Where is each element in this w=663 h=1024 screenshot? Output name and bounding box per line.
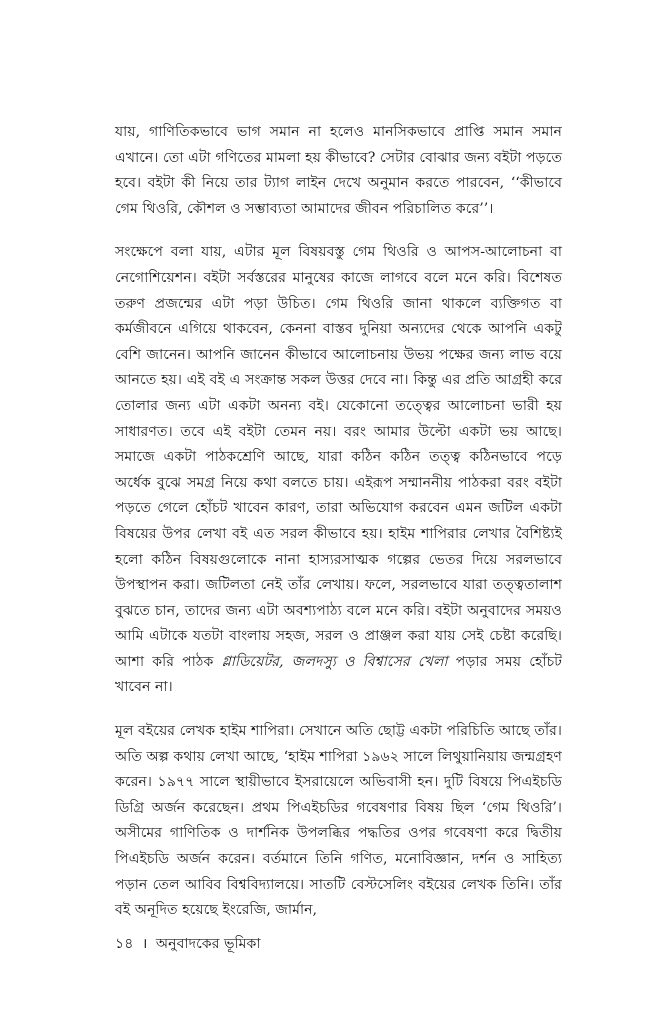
- paragraph-2-text-end: পড়ার সময় হোঁচট খাবেন না।: [115, 653, 562, 696]
- section-title: অনুবাদকের ভূমিকা: [155, 936, 261, 952]
- paragraph-1: [115, 120, 562, 222]
- paragraph-1-text: যায়, গাণিতিকভাবে ভাগ সমান না হলেও মানসিকভাবে প্রাপ্তি সমান সমান এখানে। তো এটা গণিতের মামলা হয় কীভাবে? সেটার বোঝার জন্য বইটা পড়তে হবে। বইটা কী নিয়ে তার ট্যাগ লাইন দেখে অনুমান করতে পারবেন, ‘‘কীভাবে গেম থিওরি, কৌশল ও সম্ভাব্যতা আমাদের জীবন পরিচালিত করে’’।: [115, 124, 562, 217]
- paragraph-2-text: সংক্ষেপে বলা যায়, এটার মূল বিষয়বস্তু গেম থিওরি ও আপস-আলোচনা বা নেগোশিয়েশন। বইটা সর্বস্তরের মানুষের কাজে লাগবে বলে মনে করি। বিশেষত তরুণ প্রজন্মের এটা পড়া উচিত। গেম থিওরি জানা থাকলে ব্যক্তিগত বা কর্মজীবনে এগিয়ে থাকবেন, কেননা বাস্তব দুনিয়া অন্যদের থেকে আপনি একটু বেশি জানেন। আপনি জানেন কীভাবে আলোচনায় উভয় পক্ষের জন্য লাভ বয়ে আনতে হয়। এই বই এ সংক্রান্ত সকল উত্তর দেবে না। কিন্তু এর প্রতি আগ্রহী করে তোলার জন্য এটা একটা অনন্য বই। যেকোনো তত্ত্বের আলোচনা ভারী হয় সাধারণত। তবে এই বইটা তেমন নয়। বরং আমার উল্টো একটা ভয় আছে। সমাজে একটা পাঠকশ্রেণি আছে, যারা কঠিন কঠিন তত্ত্ব কঠিনভাবে পড়ে অর্ধেক বুঝে সমগ্র নিয়ে কথা বলতে চায়। এইরূপ সম্মাননীয় পাঠকরা বরং বইটা পড়তে গেলে হোঁচট খাবেন কারণ, তারা অভিযোগ করবেন এমন জটিল একটা বিষয়ের উপর লেখা বই এত সরল কীভাবে হয়। হাইম শাপিরার লেখার বৈশিষ্ট্যই হলো কঠিন বিষয়গুলোকে নানা হাস্যরসাত্মক গল্পের ভেতর দিয়ে সরলভাবে উপস্থাপন করা। জটিলতা নেই তাঁর লেখায়। ফলে, সরলভাবে যারা তত্ত্বতালাশ বুঝতে চান, তাদের জন্য এটা অবশ্যপাঠ্য বলে মনে করি। বইটা অনুবাদের সময়ও আমি এটাকে যতটা বাংলায় সহজ, সরল ও প্রাঞ্জল করা যায় সেই চেষ্টা করেছি। আশা করি পাঠক: [115, 244, 562, 670]
- page-footer: [115, 932, 261, 956]
- paragraph-2-book-titles: গ্লাডিয়েটর, জলদস্যু ও বিশ্বাসের খেলা: [221, 653, 448, 670]
- footer-separator: ।: [141, 936, 148, 952]
- paragraph-3-text: মূল বইয়ের লেখক হাইম শাপিরা। সেখানে অতি ছোট্ট একটা পরিচিতি আছে তাঁর। অতি অল্প কথায় লেখা আছে, ‘হাইম শাপিরা ১৯৬২ সালে লিথুয়ানিয়ায় জন্মগ্রহণ করেন। ১৯৭৭ সালে স্থায়ীভাবে ইসরায়েলে অভিবাসী হন। দুটি বিষয়ে পিএইচডি ডিগ্রি অর্জন করেছেন। প্রথম পিএইচডির গবেষণার বিষয় ছিল ‘গেম থিওরি’। অসীমের গাণিতিক ও দার্শনিক উপলব্ধির পদ্ধতির ওপর গবেষণা করে দ্বিতীয় পিএইচডি অর্জন করেন। বর্তমানে তিনি গণিত, মনোবিজ্ঞান, দর্শন ও সাহিত্য পড়ান তেল আবিব বিশ্ববিদ্যালয়ে। সাতটি বেস্টসেলিং বইয়ের লেখক তিনি। তাঁর বই অনূদিত হয়েছে ইংরেজি, জার্মান,: [115, 723, 563, 919]
- paragraph-2: [115, 240, 562, 701]
- page-body: [115, 120, 562, 942]
- paragraph-3: [115, 719, 562, 924]
- page-number: ১৪: [115, 936, 134, 952]
